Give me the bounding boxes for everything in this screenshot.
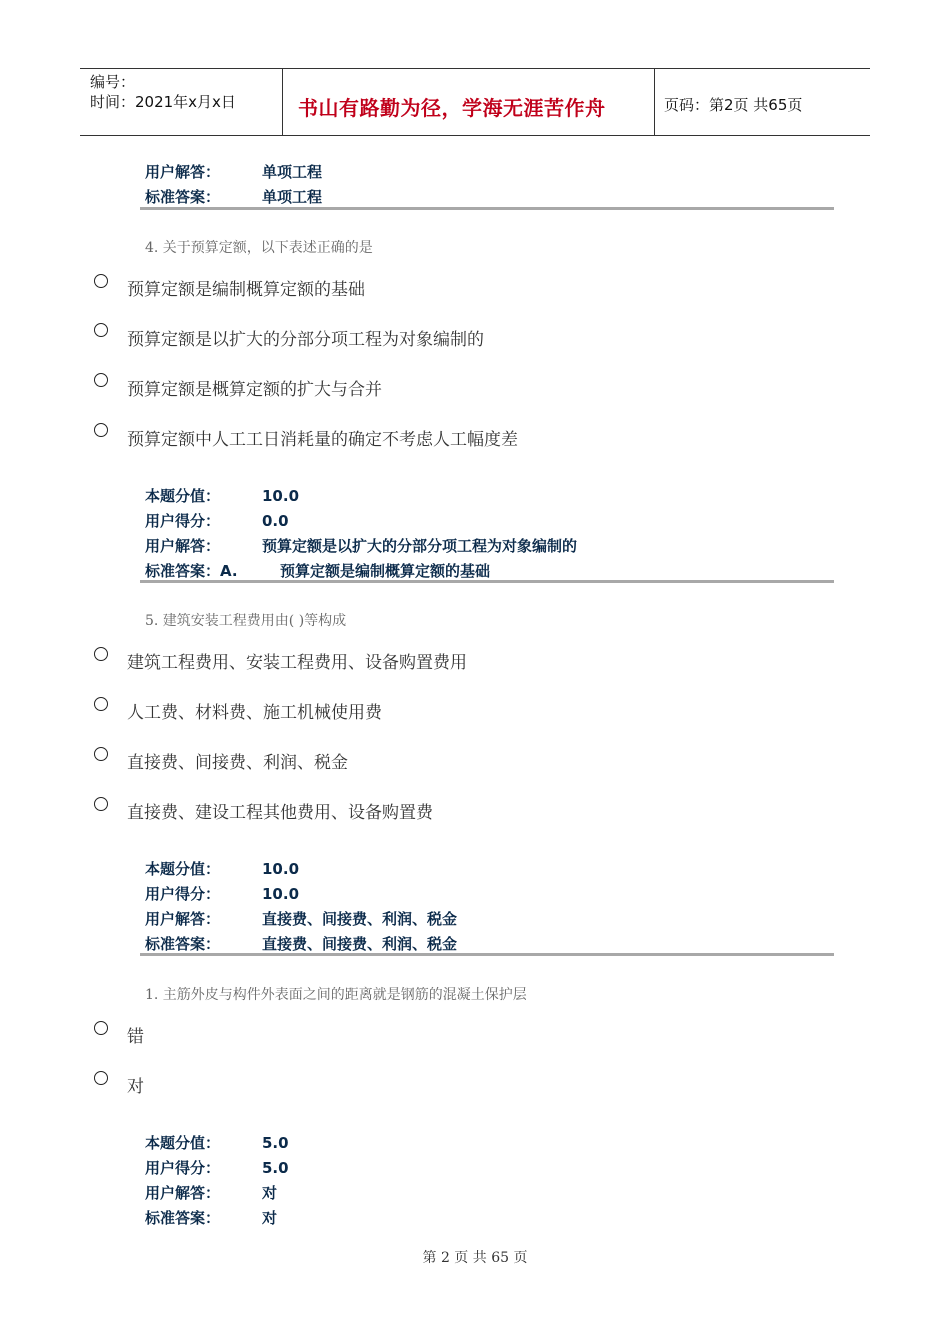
score-value: 10.0 — [262, 860, 300, 878]
standard-answer-label: 标准答案： — [145, 1209, 221, 1227]
score-value: 5.0 — [262, 1134, 289, 1152]
radio-option-b[interactable] — [94, 697, 108, 711]
user-answer-row — [145, 535, 577, 556]
standard-answer-label: 标准答案： — [145, 188, 221, 206]
standard-answer-label: 标准答案： — [145, 935, 221, 953]
radio-option-b[interactable] — [94, 323, 108, 337]
standard-answer-value: 直接费、间接费、利润、税金 — [262, 935, 458, 953]
option-label-c: 预算定额是概算定额的扩大与合并 — [127, 380, 382, 400]
option-label-c: 直接费、间接费、利润、税金 — [127, 753, 348, 773]
option-label-b: 人工费、材料费、施工机械使用费 — [127, 703, 382, 723]
user-answer-label: 用户解答： — [145, 163, 221, 181]
option-label-true: 对 — [127, 1077, 144, 1097]
standard-answer-row — [145, 186, 322, 207]
user-answer-value: 直接费、间接费、利润、税金 — [262, 910, 458, 928]
radio-option-d[interactable] — [94, 797, 108, 811]
header-number-label: 编号： — [90, 73, 136, 91]
user-answer-row — [145, 1182, 277, 1203]
question-text: 4. 关于预算定额，以下表述正确的是 — [145, 240, 373, 256]
standard-answer-row — [145, 933, 457, 954]
option-label-d: 预算定额中人工工日消耗量的确定不考虑人工幅度差 — [127, 430, 518, 450]
radio-option-false[interactable] — [94, 1021, 108, 1035]
user-answer-value: 对 — [262, 1184, 278, 1202]
score-row — [145, 858, 299, 879]
user-score-label: 用户得分： — [145, 1159, 221, 1177]
separator — [140, 207, 834, 210]
score-label: 本题分值： — [145, 860, 221, 878]
standard-answer-label: 标准答案：A. — [145, 562, 238, 580]
header-page-info: 页码：第2页 共65页 — [664, 96, 803, 114]
option-label-d: 直接费、建设工程其他费用、设备购置费 — [127, 803, 433, 823]
score-label: 本题分值： — [145, 1134, 221, 1152]
standard-answer-value: 预算定额是编制概算定额的基础 — [280, 562, 491, 580]
user-score-value: 10.0 — [262, 885, 300, 903]
user-score-row — [145, 1157, 289, 1178]
standard-answer-value: 对 — [262, 1209, 278, 1227]
question-text: 1. 主筋外皮与构件外表面之间的距离就是钢筋的混凝土保护层 — [145, 987, 527, 1003]
user-answer-label: 用户解答： — [145, 537, 221, 555]
option-label-a: 预算定额是编制概算定额的基础 — [127, 280, 365, 300]
user-answer-label: 用户解答： — [145, 910, 221, 928]
user-score-label: 用户得分： — [145, 512, 221, 530]
radio-option-c[interactable] — [94, 747, 108, 761]
page-footer: 第 2 页 共 65 页 — [422, 1250, 528, 1266]
header-bottom-border — [80, 135, 870, 136]
user-score-value: 0.0 — [262, 512, 289, 530]
score-row — [145, 485, 299, 506]
standard-answer-row — [145, 1207, 277, 1228]
option-label-a: 建筑工程费用、安装工程费用、设备购置费用 — [127, 653, 467, 673]
user-score-value: 5.0 — [262, 1159, 289, 1177]
radio-option-a[interactable] — [94, 274, 108, 288]
header-motto: 书山有路勤为径，学海无涯苦作舟 — [298, 96, 606, 120]
user-score-label: 用户得分： — [145, 885, 221, 903]
radio-option-true[interactable] — [94, 1071, 108, 1085]
user-answer-label: 用户解答： — [145, 1184, 221, 1202]
score-label: 本题分值： — [145, 487, 221, 505]
header-top-border — [80, 68, 870, 69]
user-score-row — [145, 510, 289, 531]
user-score-row — [145, 883, 299, 904]
option-label-b: 预算定额是以扩大的分部分项工程为对象编制的 — [127, 330, 484, 350]
header-time-label: 时间：2021年x月x日 — [90, 93, 236, 111]
user-answer-value: 预算定额是以扩大的分部分项工程为对象编制的 — [262, 537, 578, 555]
header-divider-left — [282, 68, 283, 136]
radio-option-c[interactable] — [94, 373, 108, 387]
header-divider-right — [654, 68, 655, 136]
standard-answer-row — [145, 560, 490, 581]
standard-answer-value: 单项工程 — [262, 188, 323, 206]
separator — [140, 580, 834, 583]
user-answer-value: 单项工程 — [262, 163, 323, 181]
option-label-false: 错 — [127, 1027, 144, 1047]
user-answer-row — [145, 161, 322, 182]
separator — [140, 953, 834, 956]
radio-option-a[interactable] — [94, 647, 108, 661]
radio-option-d[interactable] — [94, 423, 108, 437]
question-text: 5. 建筑安装工程费用由( )等构成 — [145, 613, 347, 629]
user-answer-row — [145, 908, 457, 929]
score-value: 10.0 — [262, 487, 300, 505]
score-row — [145, 1132, 289, 1153]
